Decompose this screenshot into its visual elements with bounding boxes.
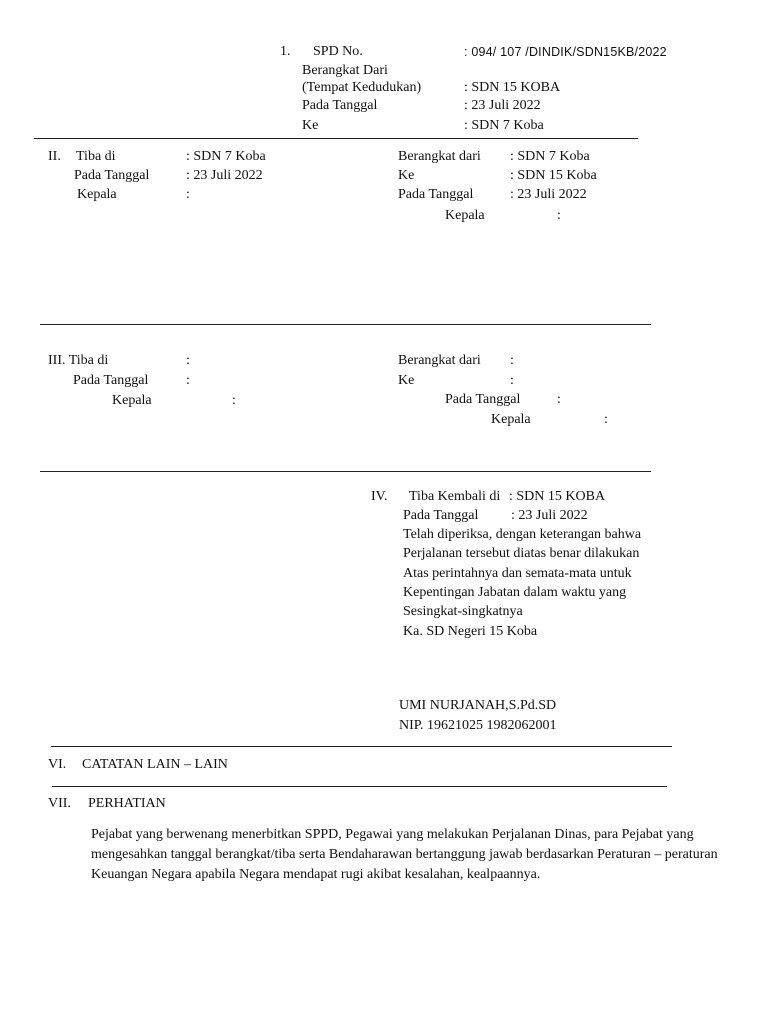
tiba-kembali-value: : SDN 15 KOBA	[509, 489, 606, 504]
pada-tanggal-value: : 23 Juli 2022	[464, 98, 541, 113]
pada-tanggal-2-value: : 23 Juli 2022	[510, 187, 587, 202]
kepala-2-value: :	[604, 412, 608, 427]
catatan-title: CATATAN LAIN – LAIN	[82, 757, 228, 772]
tiba-di-value: :	[186, 353, 190, 368]
pada-tanggal-2-label: Pada Tanggal	[445, 392, 521, 407]
section-ii-numeral: II.	[48, 149, 61, 164]
ke-label: Ke	[398, 168, 415, 183]
ke-value: :	[510, 373, 514, 388]
tiba-di-value: : SDN 7 Koba	[186, 149, 266, 164]
pada-tanggal-label: Pada Tanggal	[403, 508, 479, 523]
pada-tanggal-label: Pada Tanggal	[302, 98, 378, 113]
section-i-number: 1.	[280, 44, 291, 59]
statement-line-2: Perjalanan tersebut diatas benar dilakukan	[403, 546, 640, 561]
kepala-2-label: Kepala	[445, 208, 485, 223]
pada-tanggal-label: Pada Tanggal	[74, 168, 150, 183]
section-iii-tiba-label: III. Tiba di	[48, 353, 109, 368]
perhatian-paragraph: Pejabat yang berwenang menerbitkan SPPD, Pegawai yang melakukan Perjalanan Dinas, para Pejabat yang mengesahkan tanggal berangkat/tiba serta Bendaharawan bertanggung jawab berdasarkan Peraturan – peraturan Keuangan Negara apabila Negara mendapat rugi akibat kesalahan, kealpaannya.	[91, 827, 718, 882]
spd-no-value: : 094/ 107 /DINDIK/SDN15KB/2022	[464, 45, 667, 59]
divider-vi	[52, 786, 667, 787]
statement-line-4: Kepentingan Jabatan dalam waktu yang	[403, 585, 627, 600]
berangkat-dari-value: : SDN 7 Koba	[510, 149, 590, 164]
ke-label: Ke	[398, 373, 415, 388]
pada-tanggal-2-label: Pada Tanggal	[398, 187, 474, 202]
pada-tanggal-value: : 23 Juli 2022	[186, 168, 263, 183]
perhatian-title: PERHATIAN	[88, 796, 166, 811]
ke-value: : SDN 15 Koba	[510, 168, 597, 183]
divider-iv	[51, 746, 672, 747]
section-vi-numeral: VI.	[48, 757, 67, 772]
berangkat-dari-label: Berangkat Dari	[302, 63, 388, 78]
divider-iii	[40, 471, 651, 472]
berangkat-dari-label: Berangkat dari	[398, 353, 481, 368]
tempat-kedudukan-label: (Tempat Kedudukan)	[302, 80, 422, 95]
divider-ii	[40, 324, 651, 325]
statement-line-3: Atas perintahnya dan semata-mata untuk	[403, 566, 632, 581]
tiba-kembali-label: Tiba Kembali di	[409, 489, 501, 504]
kepala-label: Kepala	[112, 393, 152, 408]
kepala-value: :	[232, 393, 236, 408]
section-vii-numeral: VII.	[48, 796, 71, 811]
kepala-2-value: :	[557, 208, 561, 223]
pada-tanggal-value: : 23 Juli 2022	[511, 508, 588, 523]
berangkat-dari-value: :	[510, 353, 514, 368]
spd-no-label: SPD No.	[313, 44, 363, 59]
section-iv-numeral: IV.	[371, 489, 388, 504]
pada-tanggal-2-value: :	[557, 392, 561, 407]
kepala-2-label: Kepala	[491, 412, 531, 427]
pada-tanggal-value: :	[186, 373, 190, 388]
tiba-di-label: Tiba di	[76, 149, 116, 164]
divider-i	[34, 138, 638, 139]
pada-tanggal-label: Pada Tanggal	[73, 373, 149, 388]
signer-nip: NIP. 19621025 1982062001	[399, 718, 557, 733]
statement-line-1: Telah diperiksa, dengan keterangan bahwa	[403, 527, 642, 542]
tempat-kedudukan-value: : SDN 15 KOBA	[464, 80, 561, 95]
ke-value: : SDN 7 Koba	[464, 118, 544, 133]
kepala-label: Kepala	[77, 187, 117, 202]
berangkat-dari-label: Berangkat dari	[398, 149, 481, 164]
signer-name: UMI NURJANAH,S.Pd.SD	[399, 698, 557, 713]
statement-line-5: Sesingkat-singkatnya	[403, 604, 523, 619]
ke-label: Ke	[302, 118, 319, 133]
statement-line-6: Ka. SD Negeri 15 Koba	[403, 624, 538, 639]
kepala-value: :	[186, 187, 190, 202]
